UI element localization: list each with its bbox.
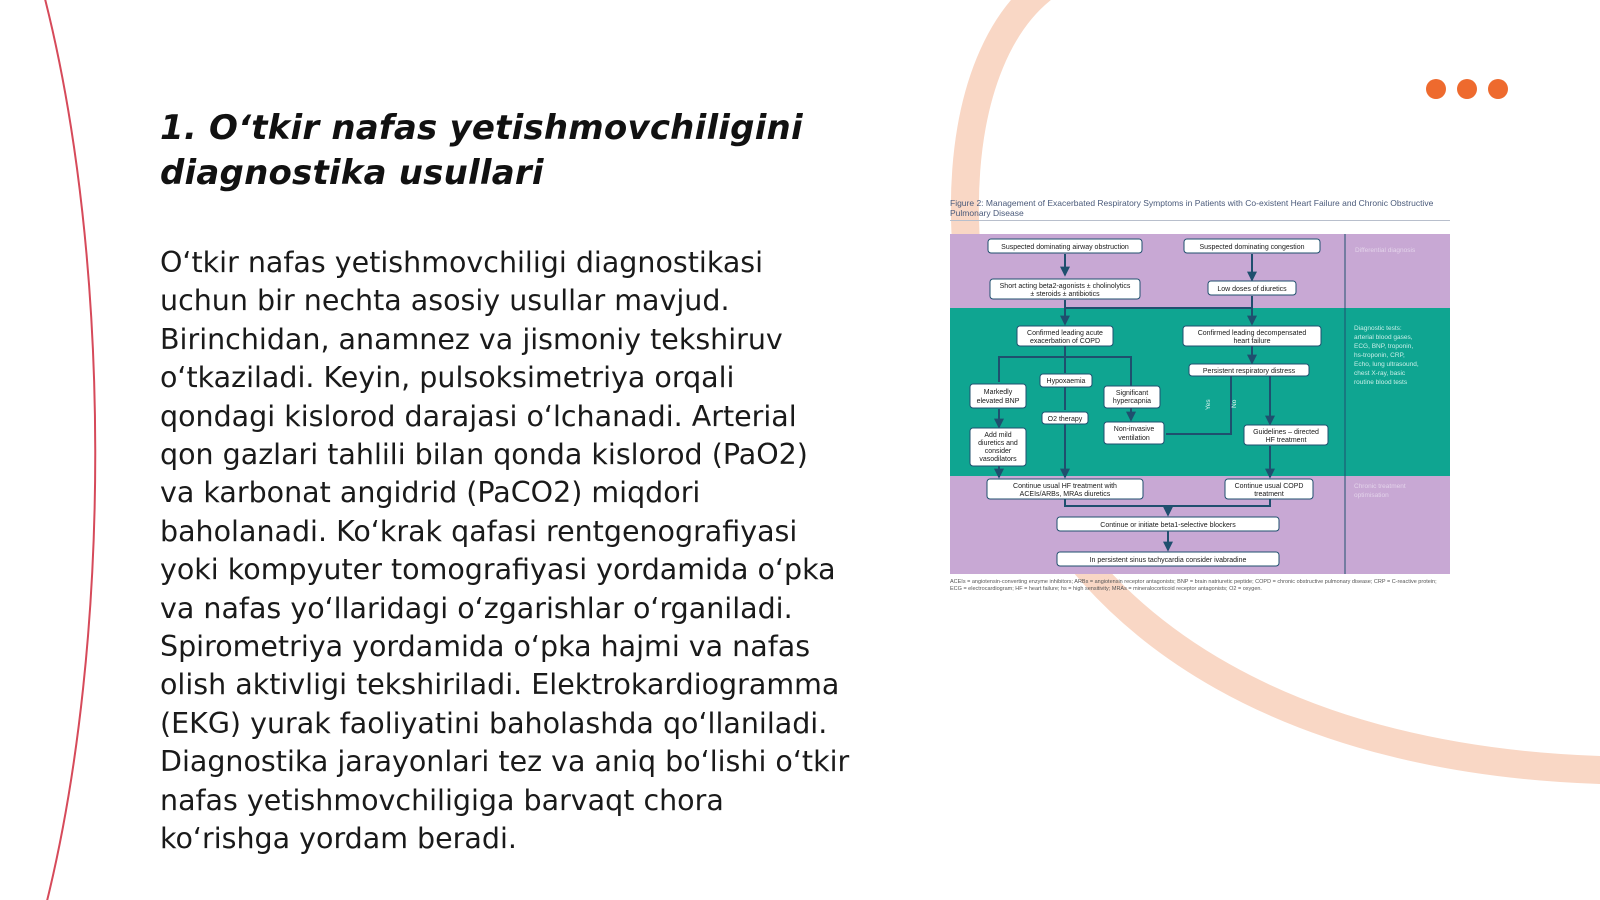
node-text: consider [984, 448, 1012, 455]
node-text: ventilation [1118, 435, 1150, 442]
node-text: Hypoxaemia [1046, 378, 1086, 385]
management-flowchart-figure [950, 196, 1450, 596]
node-text: Continue or initiate beta1-selective blockers [1100, 522, 1236, 529]
node-text: exacerbation of COPD [1029, 338, 1101, 345]
side-note-mid: ECG, BNP, troponin, [1354, 343, 1414, 350]
node-text: ± steroids ± antibiotics [1030, 291, 1100, 298]
slide-body-text: O‘tkir nafas yetishmovchiligi diagnostikasi uchun bir nechta asosiy usullar mavjud. Birinchidan, anamnez va jismoniy tekshiruv o‘tkaziladi. Keyin, pulsoksimetriya orqali qondagi kislorod darajasi o‘lchanadi. Arterial qon gazlari tahlili bilan qonda kislorod (PaO2) va karbonat angidrid (PaCO2) miqdori baholanadi. Ko‘krak qafasi rentgenografiyasi yoki kompyuter tomografiyasi yordamida o‘pka va nafas yo‘llaridagi o‘zgarishlar o‘rganiladi. Spirometriya yordamida o‘pka hajmi va nafas olish aktivligi tekshiriladi. Elektrokardiogramma (EKG) yurak faoliyatini baholashda qo‘llaniladi. Diagnostika jarayonlari tez va aniq bo‘lishi o‘tkir nafas yetishmovchiligiga barvaqt chora ko‘rishga yordam beradi. [160, 246, 850, 856]
side-note-mid: Diagnostic tests: [1354, 325, 1402, 332]
node-text: Persistent respiratory distress [1202, 368, 1296, 375]
side-note-bottom: Chronic treatment [1354, 483, 1406, 490]
side-note-bottom: optimisation [1354, 492, 1389, 499]
node-text: Add mild [984, 432, 1012, 439]
node-text: hypercapnia [1112, 398, 1152, 405]
node-text: Continue usual COPD [1234, 483, 1304, 490]
menu-dots-icon[interactable] [1426, 79, 1508, 99]
figure-footnote: ACEIs = angiotensin-converting enzyme inhibitors; ARBs = angiotensin receptor antagonists; BNP = brain natriuretic peptide; COPD = chronic obstructive pulmonary disease; CRP = C-reactive protein; ECG = electrocardiogram; HF = heart failure; hs = high sensitivity; MRAs = mineralocorticoid receptor antagonists; O2 = oxygen. [950, 579, 1437, 592]
node-text: elevated BNP [976, 398, 1020, 405]
node-text: In persistent sinus tachycardia consider ivabradine [1089, 557, 1247, 564]
node-text: ACEIs/ARBs, MRAs diuretics [1019, 491, 1111, 498]
no-label: No [1231, 399, 1238, 408]
node-text: Markedly [983, 389, 1013, 396]
node-text: Significant [1115, 390, 1149, 397]
left-curve-decoration [44, 0, 95, 900]
dot [1426, 79, 1446, 99]
node-text: Suspected dominating congestion [1199, 244, 1305, 251]
side-note-mid: Echo, lung ultrasound, [1354, 361, 1419, 368]
side-note-mid: hs-troponin, CRP, [1354, 352, 1405, 359]
node-text: Confirmed leading decompensated [1197, 330, 1307, 337]
side-note-top: Differential diagnosis [1355, 247, 1416, 254]
node-text: O2 therapy [1047, 416, 1083, 423]
node-text: Guidelines – directed [1253, 429, 1319, 436]
figure-divider [950, 220, 1450, 221]
dot [1488, 79, 1508, 99]
side-note-mid: chest X-ray, basic [1354, 370, 1406, 377]
flowchart [950, 234, 1450, 574]
node-text: Low doses of diuretics [1217, 286, 1287, 293]
slide-title: 1. O‘tkir nafas yetishmovchiligini diagnostika usullari [160, 108, 803, 193]
node-text: HF treatment [1265, 437, 1307, 444]
node-text: treatment [1254, 491, 1284, 498]
dot [1457, 79, 1477, 99]
node-text: vasodilators [979, 456, 1017, 463]
figure-caption: Figure 2: Management of Exacerbated Respiratory Symptoms in Patients with Co-existent Heart Failure and Chronic Obstructive Pulmonary Disease [950, 198, 1434, 218]
yes-label: Yes [1205, 399, 1212, 410]
node-text: heart failure [1233, 338, 1271, 345]
node-text: diuretics and [978, 440, 1018, 447]
node-text: Continue usual HF treatment with [1013, 483, 1117, 490]
side-note-mid: routine blood tests [1354, 379, 1408, 386]
node-text: Suspected dominating airway obstruction [1001, 244, 1129, 251]
side-note-mid: arterial blood gases, [1354, 334, 1413, 341]
node-text: Non-invasive [1113, 426, 1155, 433]
node-text: Short acting beta2-agonists ± cholinolytics [999, 283, 1131, 290]
node-text: Confirmed leading acute [1027, 330, 1103, 337]
